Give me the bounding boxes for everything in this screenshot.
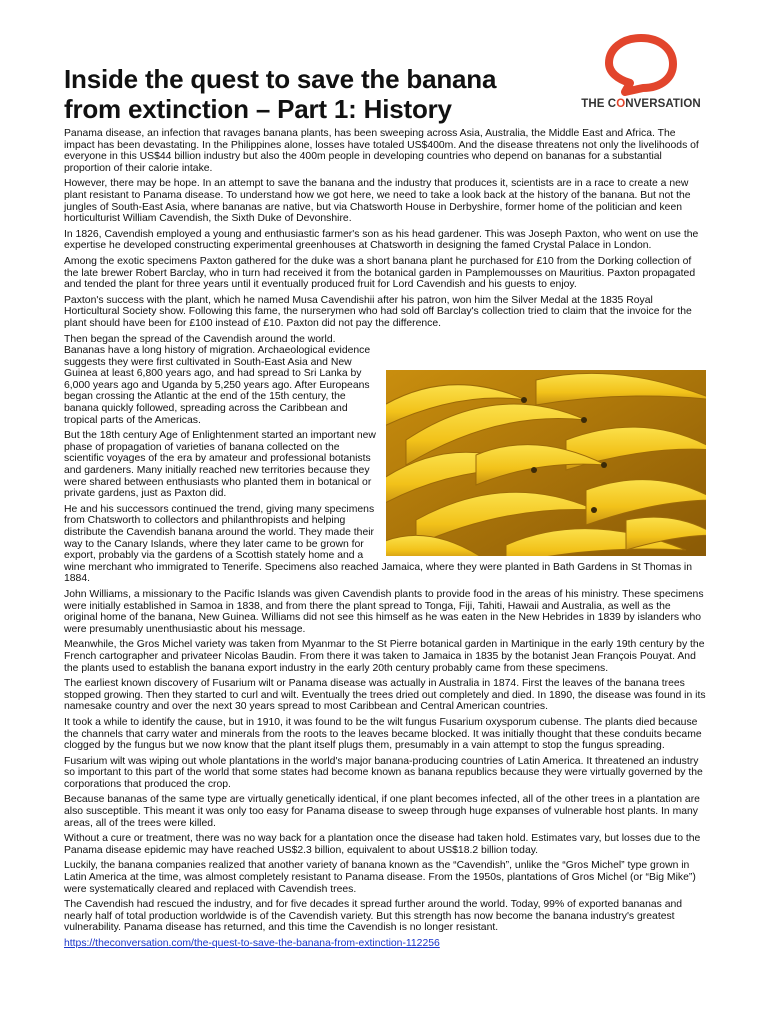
source-link-row — [64, 938, 706, 950]
paragraph: But the 18th century Age of Enlightenment started an important new phase of propagation of varieties of banana collected on the scientific voyages of the era by amateur and professional botanists and gardeners. Many initially reached new territories because they were shared between enthusiasts who planted them in botanical or private gardens, just as Paxton did. — [64, 430, 376, 500]
source-link[interactable]: https://theconversation.com/the-quest-to-save-the-banana-from-extinction-112256 — [64, 938, 440, 949]
the-conversation-logo — [576, 34, 706, 114]
paragraph: Paxton's success with the plant, which he named Musa Cavendishii after his patron, won him the Silver Medal at the 1835 Royal Horticultural Society show. Following this fame, the nurserymen who had sold off Barclay's collection tried to claim that the invoice for the plant should have been for £100 instead of £10. Paxton did not pay the difference. — [64, 294, 692, 329]
article-title: Inside the quest to save the banana from extinction – Part 1: History — [64, 64, 497, 124]
banana-image — [386, 370, 706, 556]
paragraph: He and his successors continued the trend, giving many specimens from Chatsworth to collectors and philanthropists and helping distribute the Cavendish banana around the world. They made their way to the Canary Islands, where they later came to be grown for export, probably via the gardens of a Scottish stately home and a wine merchant who immigrated to Tenerife. Specimens also reached Jamaica, where they were planted in Bath Gardens in St Thomas in 1884. — [64, 503, 692, 585]
paragraph: The earliest known discovery of Fusarium wilt or Panama disease was actually in Australia in 1874. First the leaves of the banana trees stopped growing. Then they started to curl and wilt. Eventually the trees dried out completely and died. In 1890, the disease was found in its namesake country and over the next 30 years spread to most Caribbean and Central American countries. — [64, 678, 706, 713]
brand-wordmark: THE CONVERSATION — [581, 98, 701, 110]
paragraph: It took a while to identify the cause, but in 1910, it was found to be the wilt fungus Fusarium oxysporum cubense. The plants died because the channels that carry water and minerals from the roots to the leaves became blocked. It was initially thought that these conduits became clogged by the fungus but we now know that the plant itself plugs them, presumably in a vain attempt to stop the fungus spreading. — [64, 716, 702, 752]
article — [64, 34, 706, 954]
paragraph: Among the exotic specimens Paxton gathered for the duke was a short banana plant he purchased for £10 from the Dorking collection of the late brewer Robert Barclay, who in turn had received it from the botanical garden in Pamplemousses on Mauritius. Paxton propagated and tended the plant for three years until it eventually produced fruit for Lord Cavendish and his guests to enjoy. — [64, 255, 696, 291]
paragraph: Meanwhile, the Gros Michel variety was taken from Myanmar to the St Pierre botanical garden in Martinique in the early 19th century by the French cartographer and privateer Nicolas Baudin. From there it was taken to Jamaica in 1835 by the botanist Jean François Pouyat. And the plants used to establish the banana export industry in the early 20th century probably came from these specimens. — [64, 639, 705, 674]
paragraph: However, there may be hope. In an attempt to save the banana and the industry that produces it, scientists are in a race to create a new plant resistant to Panama disease. To understand how we got here, we need to take a look back at the history of the banana. But not the jungles of South-East Asia, where bananas are native, but via Chatsworth House in Derbyshire, former home of the politician and keen horticulturist William Cavendish, the Sixth Duke of Devonshire. — [64, 178, 691, 225]
article-body — [64, 128, 706, 950]
paragraph: Then began the spread of the Cavendish around the world. Bananas have a long history of migration. Archaeological evidence suggests they were first cultivated in South-East Asia and New Guinea at least 6,800 years ago, and had spread to Sri Lanka by 6,000 years ago and Uganda by 5,250 years ago. After Europeans began crossing the Atlantic at the end of the 15th century, the banana quickly followed, spreading across the Caribbean and tropical parts of the Americas. — [64, 333, 371, 426]
paragraph: In 1826, Cavendish employed a young and enthusiastic farmer's son as his head gardener. This was Joseph Paxton, who went on use the expertise he developed constructing experimental greenhouses at Chatsworth in designing the famed Crystal Palace in London. — [64, 228, 699, 252]
banana-photo — [386, 370, 706, 556]
paragraph: Fusarium wilt was wiping out whole plantations in the world's major banana-producing countries of Latin America. It threatened an industry so important to this part of the world that some states had become known as banana republics because they were virtually governed by the corporations that produced the crop. — [64, 755, 703, 790]
paragraph: John Williams, a missionary to the Pacific Islands was given Cavendish plants to provide food in the areas of his ministry. These specimens were initially established in Samoa in 1838, and from there the plant spread to Tonga, Fiji, Tahiti, Hawaii and Australia, as well as the original home of the banana, New Guinea. Williams did not see this himself as he was eaten in the New Hebrides in 1839 by islanders who were presumably unenthusiastic about his message. — [64, 588, 704, 635]
paragraph: Luckily, the banana companies realized that another variety of banana known as the “Cavendish”, unlike the “Gros Michel” type grown in Latin America at the time, was almost completely resistant to Panama disease. From the 1950s, plantations of Gros Michel (or “Big Mike”) were systematically cleared and replaced with Cavendish trees. — [64, 860, 696, 895]
speech-bubble-icon — [603, 34, 679, 96]
paragraph: Panama disease, an infection that ravages banana plants, has been sweeping across Asia, Australia, the Middle East and Africa. The impact has been devastating. In the Philippines alone, losses have totaled US$400m. And the disease threatens not only the livelihoods of everyone in this US$44 billion industry but also the 400m people in developing countries who depend on bananas for a substantial proportion of their calorie intake. — [64, 128, 699, 174]
header — [64, 34, 706, 126]
paragraph: Without a cure or treatment, there was no way back for a plantation once the disease had taken hold. Estimates vary, but losses due to the Panama disease epidemic may have reached US$2.3 billion, equivalent to about US$18.2 billion today. — [64, 833, 701, 856]
paragraph: Because bananas of the same type are virtually genetically identical, if one plant becomes infected, all of the other trees in a plantation are also susceptible. This meant it was only too easy for Panama disease to sweep through huge expanses of vulnerable host plants. In many areas, all of the trees were killed. — [64, 794, 700, 829]
paragraph: The Cavendish had rescued the industry, and for five decades it spread further around the world. Today, 99% of exported bananas and nearly half of total production worldwide is of the Cavendish variety. But this strength has now become the banana industry's greatest vulnerability. Panama disease has returned, and this time the Cavendish is no longer resistant. — [64, 899, 683, 934]
